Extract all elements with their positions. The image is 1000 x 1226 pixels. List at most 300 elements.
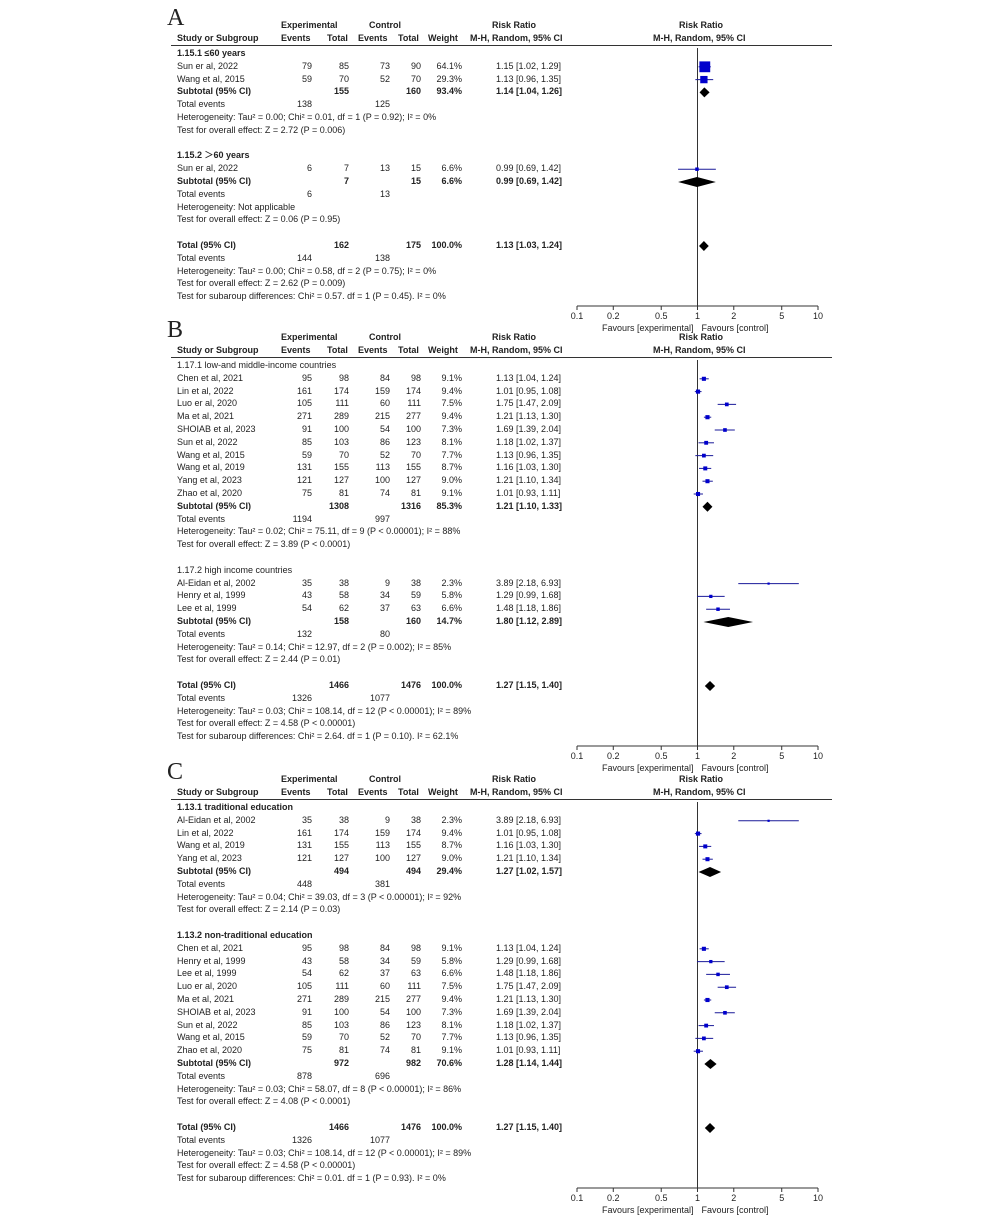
favours-control-label: Favours [control] xyxy=(701,1205,769,1215)
header-method: M-H, Random, 95% CI xyxy=(470,787,563,797)
study-weight: 8.1% xyxy=(441,436,462,447)
pooled-ci: 1.27 [1.15, 1.40] xyxy=(496,680,563,690)
study-weight: 7.7% xyxy=(441,449,462,460)
exp-total: 127 xyxy=(333,475,349,486)
study-name: Lin et al, 2022 xyxy=(177,385,234,396)
study-ci: 3.89 [2.18, 6.93] xyxy=(496,577,562,588)
study-ci: 1.75 [1.47, 2.09] xyxy=(496,398,562,409)
ctrl-events: 54 xyxy=(379,1006,390,1017)
panel-letter: C xyxy=(167,759,184,785)
stat-note: Heterogeneity: Tau² = 0.00; Chi² = 0.01, df = 1 (P = 0.92); I² = 0% xyxy=(177,112,437,122)
ctrl-events: 113 xyxy=(375,840,390,851)
study-ci: 1.48 [1.18, 1.86] xyxy=(496,968,562,979)
header-e-total: Total xyxy=(327,33,348,43)
x-tick-label: 2 xyxy=(731,751,737,761)
study-ci: 1.01 [0.93, 1.11] xyxy=(496,488,561,498)
exp-events: 91 xyxy=(301,1006,312,1017)
exp-total: 70 xyxy=(338,1032,349,1043)
x-tick-label: 0.2 xyxy=(607,311,620,321)
stat-note: Test for overall effect: Z = 4.08 (P < 0.0001) xyxy=(177,1096,351,1107)
header-method: M-H, Random, 95% CI xyxy=(470,345,563,355)
ctrl-total: 59 xyxy=(410,955,421,966)
exp-total-events: 878 xyxy=(296,1070,312,1081)
total-events-label: Total events xyxy=(177,1070,226,1081)
favours-control-label: Favours [control] xyxy=(701,763,769,773)
exp-total-events: 1194 xyxy=(292,513,312,524)
study-ci: 1.21 [1.13, 1.30] xyxy=(496,994,562,1004)
favours-experimental-label: Favours [experimental] xyxy=(601,323,694,333)
x-tick-label: 1 xyxy=(694,751,701,761)
header-weight: Weight xyxy=(428,787,458,797)
ctrl-total: 38 xyxy=(410,814,421,825)
study-ci: 1.29 [0.99, 1.68] xyxy=(496,590,562,601)
header-weight: Weight xyxy=(428,345,458,355)
exp-total: 127 xyxy=(333,853,349,864)
ctrl-total: 1476 xyxy=(400,680,421,690)
study-name: Ma et al, 2021 xyxy=(177,411,235,422)
ctrl-total: 174 xyxy=(405,385,421,396)
study-name: Lee et al, 1999 xyxy=(177,603,237,614)
ctrl-total: 15 xyxy=(410,163,421,174)
stat-note: Test for subaroup differences: Chi² = 0.57. df = 1 (P = 0.45). I² = 0% xyxy=(177,291,446,302)
exp-total: 100 xyxy=(333,1006,349,1017)
header-weight: Weight xyxy=(428,33,458,43)
exp-total: 174 xyxy=(333,827,349,838)
ctrl-total: 98 xyxy=(410,942,421,953)
pooled-weight: 93.4% xyxy=(436,86,462,97)
study-weight: 2.3% xyxy=(441,577,462,588)
ctrl-total: 1476 xyxy=(400,1122,421,1132)
study-marker xyxy=(709,960,712,963)
ctrl-total: 123 xyxy=(405,436,421,447)
study-ci: 1.13 [0.96, 1.35] xyxy=(496,73,562,84)
forest-plot-area xyxy=(570,6,832,344)
pooled-weight: 85.3% xyxy=(436,500,462,511)
study-marker xyxy=(696,832,700,836)
exp-events: 85 xyxy=(301,1019,312,1030)
exp-total: 81 xyxy=(338,1045,349,1056)
pooled-weight: 6.6% xyxy=(441,176,462,186)
exp-total: 7 xyxy=(343,176,349,186)
header-e-events: Events xyxy=(281,787,311,797)
exp-events: 59 xyxy=(301,1032,312,1043)
study-marker xyxy=(704,441,708,445)
study-ci: 1.16 [1.03, 1.30] xyxy=(496,840,562,851)
ctrl-events: 52 xyxy=(379,449,390,460)
ctrl-total: 155 xyxy=(405,462,421,473)
study-marker xyxy=(709,595,712,598)
ctrl-events: 215 xyxy=(374,411,390,422)
ctrl-total: 15 xyxy=(410,176,421,186)
exp-total-events: 132 xyxy=(296,628,312,639)
ctrl-total: 63 xyxy=(410,968,421,979)
header-control: Control xyxy=(369,774,401,784)
study-weight: 6.6% xyxy=(441,603,462,614)
study-name: Sun er al, 2022 xyxy=(177,60,239,71)
forest-plot-area xyxy=(570,318,832,784)
pooled-ci: 1.80 [1.12, 2.89] xyxy=(496,616,563,626)
exp-events: 75 xyxy=(301,488,312,498)
ctrl-total-events: 696 xyxy=(374,1070,390,1081)
header-risk-ratio: Risk Ratio xyxy=(492,332,537,342)
exp-total: 1308 xyxy=(328,500,349,511)
ctrl-events: 84 xyxy=(379,372,390,383)
study-ci: 1.13 [0.96, 1.35] xyxy=(496,1032,562,1043)
study-weight: 9.0% xyxy=(441,853,462,864)
header-risk-ratio: Risk Ratio xyxy=(492,20,537,30)
header-c-events: Events xyxy=(358,345,388,355)
study-ci: 1.18 [1.02, 1.37] xyxy=(496,436,562,447)
exp-events: 271 xyxy=(296,411,312,422)
exp-events: 91 xyxy=(301,424,312,434)
ctrl-events: 37 xyxy=(379,968,390,979)
study-marker xyxy=(725,403,729,407)
study-marker xyxy=(716,973,719,976)
x-tick-label: 0.5 xyxy=(654,311,668,321)
exp-events: 95 xyxy=(301,372,312,383)
ctrl-total: 1316 xyxy=(400,500,421,511)
ctrl-events: 60 xyxy=(379,398,390,409)
study-ci: 1.21 [1.13, 1.30] xyxy=(496,411,562,422)
ctrl-events: 60 xyxy=(379,981,390,992)
ctrl-events: 52 xyxy=(379,1032,390,1043)
header-risk-ratio-plot: Risk Ratio xyxy=(679,332,724,342)
exp-events: 35 xyxy=(301,814,312,825)
ctrl-total: 111 xyxy=(407,981,421,992)
exp-events: 85 xyxy=(301,436,312,447)
subtotal-diamond xyxy=(704,1059,716,1069)
exp-total-events: 138 xyxy=(296,99,312,110)
study-weight: 8.1% xyxy=(441,1019,462,1030)
study-weight: 6.6% xyxy=(441,968,462,979)
ctrl-events: 34 xyxy=(379,955,390,966)
favours-experimental-label: Favours [experimental] xyxy=(601,763,694,773)
exp-events: 105 xyxy=(296,981,312,992)
exp-events: 35 xyxy=(301,577,312,588)
study-marker xyxy=(696,390,700,394)
header-e-events: Events xyxy=(281,345,311,355)
study-marker xyxy=(767,583,769,585)
stat-note: Heterogeneity: Tau² = 0.03; Chi² = 58.07, df = 8 (P < 0.00001); I² = 86% xyxy=(177,1083,462,1094)
exp-events: 95 xyxy=(301,942,312,953)
header-experimental: Experimental xyxy=(281,332,338,342)
study-weight: 7.7% xyxy=(441,1032,462,1043)
ctrl-total: 277 xyxy=(405,994,421,1004)
ctrl-total: 59 xyxy=(410,590,421,601)
stat-note: Heterogeneity: Tau² = 0.03; Chi² = 108.14, df = 12 (P < 0.00001); I² = 89% xyxy=(177,705,472,716)
subtotal-label: Subtotal (95% CI) xyxy=(177,866,252,876)
x-tick-label: 0.2 xyxy=(607,1193,620,1203)
study-ci: 1.13 [1.04, 1.24] xyxy=(496,942,562,953)
exp-total: 1466 xyxy=(328,1122,349,1132)
header-e-events: Events xyxy=(281,33,311,43)
ctrl-events: 73 xyxy=(379,60,390,71)
exp-total-events: 448 xyxy=(296,878,312,889)
study-name: Wang et al, 2015 xyxy=(177,73,245,84)
study-marker xyxy=(723,1011,727,1015)
exp-total: 70 xyxy=(338,449,349,460)
study-weight: 64.1% xyxy=(436,60,462,71)
study-weight: 5.8% xyxy=(441,590,462,601)
total-events-label: Total events xyxy=(177,628,226,639)
study-marker xyxy=(696,1049,700,1053)
study-weight: 6.6% xyxy=(441,163,462,174)
stat-note: Heterogeneity: Tau² = 0.04; Chi² = 39.03, df = 3 (P < 0.00001); I² = 92% xyxy=(177,891,462,902)
ctrl-total: 63 xyxy=(410,603,421,614)
exp-total: 155 xyxy=(333,86,349,97)
study-marker xyxy=(723,428,727,432)
study-name: Lin et al, 2022 xyxy=(177,827,234,838)
ctrl-total: 90 xyxy=(410,60,421,71)
study-weight: 5.8% xyxy=(441,955,462,966)
ctrl-events: 159 xyxy=(374,385,390,396)
header-risk-ratio: Risk Ratio xyxy=(492,774,537,784)
exp-total: 7 xyxy=(343,163,349,174)
panel-letter: B xyxy=(167,317,184,343)
ctrl-total: 38 xyxy=(410,577,421,588)
exp-events: 54 xyxy=(301,968,312,979)
study-ci: 1.18 [1.02, 1.37] xyxy=(496,1019,562,1030)
forest-plot-area xyxy=(570,760,832,1226)
pooled-weight: 100.0% xyxy=(431,680,462,690)
exp-events: 43 xyxy=(301,590,312,601)
total-events-label: Total events xyxy=(177,1134,226,1145)
ctrl-events: 86 xyxy=(379,1019,390,1030)
study-name: Sun et al, 2022 xyxy=(177,436,238,447)
exp-total: 70 xyxy=(338,73,349,84)
header-risk-ratio-plot: Risk Ratio xyxy=(679,20,724,30)
x-tick-label: 1 xyxy=(694,1193,701,1203)
exp-total: 38 xyxy=(338,577,349,588)
study-weight: 7.5% xyxy=(441,981,462,992)
header-experimental: Experimental xyxy=(281,774,338,784)
header-study: Study or Subgroup xyxy=(177,787,259,797)
study-name: Sun er al, 2022 xyxy=(177,163,239,174)
ctrl-events: 54 xyxy=(379,424,390,434)
study-weight: 7.3% xyxy=(441,1006,462,1017)
ctrl-total: 175 xyxy=(405,240,421,250)
header-c-total: Total xyxy=(398,345,419,355)
ctrl-events: 9 xyxy=(384,814,390,825)
stat-note: Test for overall effect: Z = 2.72 (P = 0.006) xyxy=(177,124,346,135)
study-name: Zhao et al, 2020 xyxy=(177,1045,243,1056)
x-tick-label: 2 xyxy=(731,1193,737,1203)
header-method-plot: M-H, Random, 95% CI xyxy=(653,787,746,797)
exp-events: 59 xyxy=(301,449,312,460)
ctrl-total-events: 1077 xyxy=(369,1134,390,1145)
subgroup-header: 1.13.1 traditional education xyxy=(177,802,294,812)
pooled-weight: 100.0% xyxy=(431,1122,462,1132)
ctrl-total-events: 125 xyxy=(374,99,390,110)
exp-total: 98 xyxy=(338,942,349,953)
subtotal-label: Subtotal (95% CI) xyxy=(177,1058,252,1068)
stat-note: Heterogeneity: Tau² = 0.00; Chi² = 0.58, df = 2 (P = 0.75); I² = 0% xyxy=(177,265,437,276)
exp-total: 162 xyxy=(333,240,349,250)
study-ci: 1.75 [1.47, 2.09] xyxy=(496,981,562,992)
exp-events: 105 xyxy=(296,398,312,409)
exp-events: 161 xyxy=(296,385,312,396)
study-name: Chen et al, 2021 xyxy=(177,942,244,953)
header-e-total: Total xyxy=(327,787,348,797)
exp-total: 103 xyxy=(333,1019,349,1030)
exp-events: 161 xyxy=(296,827,312,838)
study-marker xyxy=(725,985,729,989)
study-ci: 1.48 [1.18, 1.86] xyxy=(496,603,562,614)
study-name: Wang et al, 2019 xyxy=(177,840,245,851)
ctrl-events: 13 xyxy=(379,163,390,174)
study-marker xyxy=(704,1024,708,1028)
header-c-events: Events xyxy=(358,787,388,797)
pooled-ci: 1.13 [1.03, 1.24] xyxy=(496,240,563,250)
exp-events: 121 xyxy=(296,475,312,486)
exp-total: 1466 xyxy=(328,680,349,690)
stat-note: Test for overall effect: Z = 2.44 (P = 0.01) xyxy=(177,654,341,665)
header-risk-ratio-plot: Risk Ratio xyxy=(679,774,724,784)
stat-note: Test for overall effect: Z = 3.89 (P < 0.0001) xyxy=(177,539,351,550)
header-experimental: Experimental xyxy=(281,20,338,30)
pooled-ci: 1.14 [1.04, 1.26] xyxy=(496,86,563,97)
study-marker xyxy=(705,857,709,861)
study-marker xyxy=(716,607,719,610)
study-marker xyxy=(703,466,707,470)
study-name: Wang et al, 2015 xyxy=(177,449,245,460)
study-name: Al-Eidan et al, 2002 xyxy=(177,814,256,825)
ctrl-events: 52 xyxy=(379,73,390,84)
exp-total: 62 xyxy=(338,968,349,979)
study-name: Luo er al, 2020 xyxy=(177,981,238,992)
header-study: Study or Subgroup xyxy=(177,33,259,43)
study-ci: 1.69 [1.39, 2.04] xyxy=(496,1006,562,1017)
stat-note: Test for subaroup differences: Chi² = 2.64. df = 1 (P = 0.10). I² = 62.1% xyxy=(177,731,459,742)
ctrl-events: 37 xyxy=(379,603,390,614)
ctrl-total: 127 xyxy=(405,475,421,486)
header-control: Control xyxy=(369,332,401,342)
exp-total: 158 xyxy=(333,616,349,626)
favours-experimental-label: Favours [experimental] xyxy=(601,1205,694,1215)
header-c-total: Total xyxy=(398,33,419,43)
study-ci: 1.29 [0.99, 1.68] xyxy=(496,955,562,966)
study-ci: 1.13 [1.04, 1.24] xyxy=(496,372,562,383)
exp-total: 111 xyxy=(335,398,349,409)
stat-note: Heterogeneity: Not applicable xyxy=(177,201,296,212)
study-weight: 9.4% xyxy=(441,827,462,838)
total-events-label: Total events xyxy=(177,252,226,263)
header-e-total: Total xyxy=(327,345,348,355)
ctrl-events: 34 xyxy=(379,590,390,601)
study-marker xyxy=(702,1037,706,1041)
subtotal-diamond xyxy=(700,87,710,97)
ctrl-total: 160 xyxy=(405,616,421,626)
study-weight: 9.1% xyxy=(441,1045,462,1056)
x-tick-label: 1 xyxy=(694,311,701,321)
study-weight: 9.4% xyxy=(441,994,462,1004)
study-marker xyxy=(702,377,706,381)
study-weight: 9.4% xyxy=(441,411,462,422)
header-c-total: Total xyxy=(398,787,419,797)
subtotal-label: Subtotal (95% CI) xyxy=(177,86,252,97)
favours-control-label: Favours [control] xyxy=(701,323,769,333)
x-tick-label: 5 xyxy=(779,311,785,321)
ctrl-total: 81 xyxy=(410,488,421,498)
study-ci: 1.01 [0.95, 1.08] xyxy=(496,827,562,838)
ctrl-events: 9 xyxy=(384,577,390,588)
total-events-label: Total events xyxy=(177,99,226,110)
study-ci: 1.15 [1.02, 1.29] xyxy=(496,60,562,71)
study-name: Al-Eidan et al, 2002 xyxy=(177,577,256,588)
total-label: Total (95% CI) xyxy=(177,1122,236,1132)
stat-note: Test for overall effect: Z = 2.14 (P = 0.03) xyxy=(177,904,341,915)
total-events-label: Total events xyxy=(177,692,226,703)
stat-note: Heterogeneity: Tau² = 0.02; Chi² = 75.11, df = 9 (P < 0.00001); I² = 88% xyxy=(177,526,461,537)
pooled-ci: 1.21 [1.10, 1.33] xyxy=(496,500,563,511)
exp-total: 98 xyxy=(338,372,349,383)
exp-total: 38 xyxy=(338,814,349,825)
ctrl-events: 159 xyxy=(374,827,390,838)
x-tick-label: 5 xyxy=(779,751,785,761)
study-marker xyxy=(702,947,706,951)
exp-total: 289 xyxy=(333,411,349,422)
study-weight: 7.3% xyxy=(441,424,462,434)
header-study: Study or Subgroup xyxy=(177,345,259,355)
study-ci: 1.01 [0.93, 1.11] xyxy=(496,1045,561,1056)
ctrl-total-events: 138 xyxy=(374,252,390,263)
total-label: Total (95% CI) xyxy=(177,240,236,250)
pooled-weight: 70.6% xyxy=(436,1058,462,1068)
exp-total: 972 xyxy=(333,1058,349,1068)
study-ci: 3.89 [2.18, 6.93] xyxy=(496,814,562,825)
exp-events: 131 xyxy=(296,840,312,851)
ctrl-total-events: 997 xyxy=(374,513,390,524)
exp-total: 81 xyxy=(338,488,349,498)
pooled-ci: 1.28 [1.14, 1.44] xyxy=(496,1058,563,1068)
subtotal-diamond xyxy=(699,867,722,877)
pooled-weight: 100.0% xyxy=(431,240,462,250)
study-ci: 1.69 [1.39, 2.04] xyxy=(496,424,562,434)
exp-events: 54 xyxy=(301,603,312,614)
subgroup-header: 1.17.1 low-and middle-income countries xyxy=(177,360,337,370)
study-marker xyxy=(705,998,709,1002)
study-marker xyxy=(705,415,709,419)
study-name: Yang et al, 2023 xyxy=(177,853,242,864)
x-tick-label: 0.1 xyxy=(570,1193,584,1203)
exp-events: 6 xyxy=(306,163,312,174)
total-events-label: Total events xyxy=(177,188,226,199)
total-diamond xyxy=(699,241,709,251)
header-c-events: Events xyxy=(358,33,388,43)
study-weight: 2.3% xyxy=(441,814,462,825)
study-ci: 1.13 [0.96, 1.35] xyxy=(496,449,562,460)
exp-total-events: 144 xyxy=(296,252,312,263)
exp-total: 62 xyxy=(338,603,349,614)
study-name: Luo er al, 2020 xyxy=(177,398,238,409)
study-weight: 7.5% xyxy=(441,398,462,409)
ctrl-total: 160 xyxy=(405,86,421,97)
ctrl-total: 100 xyxy=(405,424,421,434)
ctrl-events: 100 xyxy=(374,853,390,864)
ctrl-events: 100 xyxy=(374,475,390,486)
exp-total-events: 1326 xyxy=(291,692,312,703)
total-diamond xyxy=(705,681,715,691)
ctrl-total: 111 xyxy=(407,398,421,409)
ctrl-events: 215 xyxy=(374,994,390,1004)
exp-total: 85 xyxy=(338,60,349,71)
study-marker xyxy=(767,820,769,822)
panel-letter: A xyxy=(167,5,185,31)
exp-events: 131 xyxy=(296,462,312,473)
study-name: Yang et al, 2023 xyxy=(177,475,242,486)
study-weight: 9.4% xyxy=(441,385,462,396)
ctrl-events: 84 xyxy=(379,942,390,953)
